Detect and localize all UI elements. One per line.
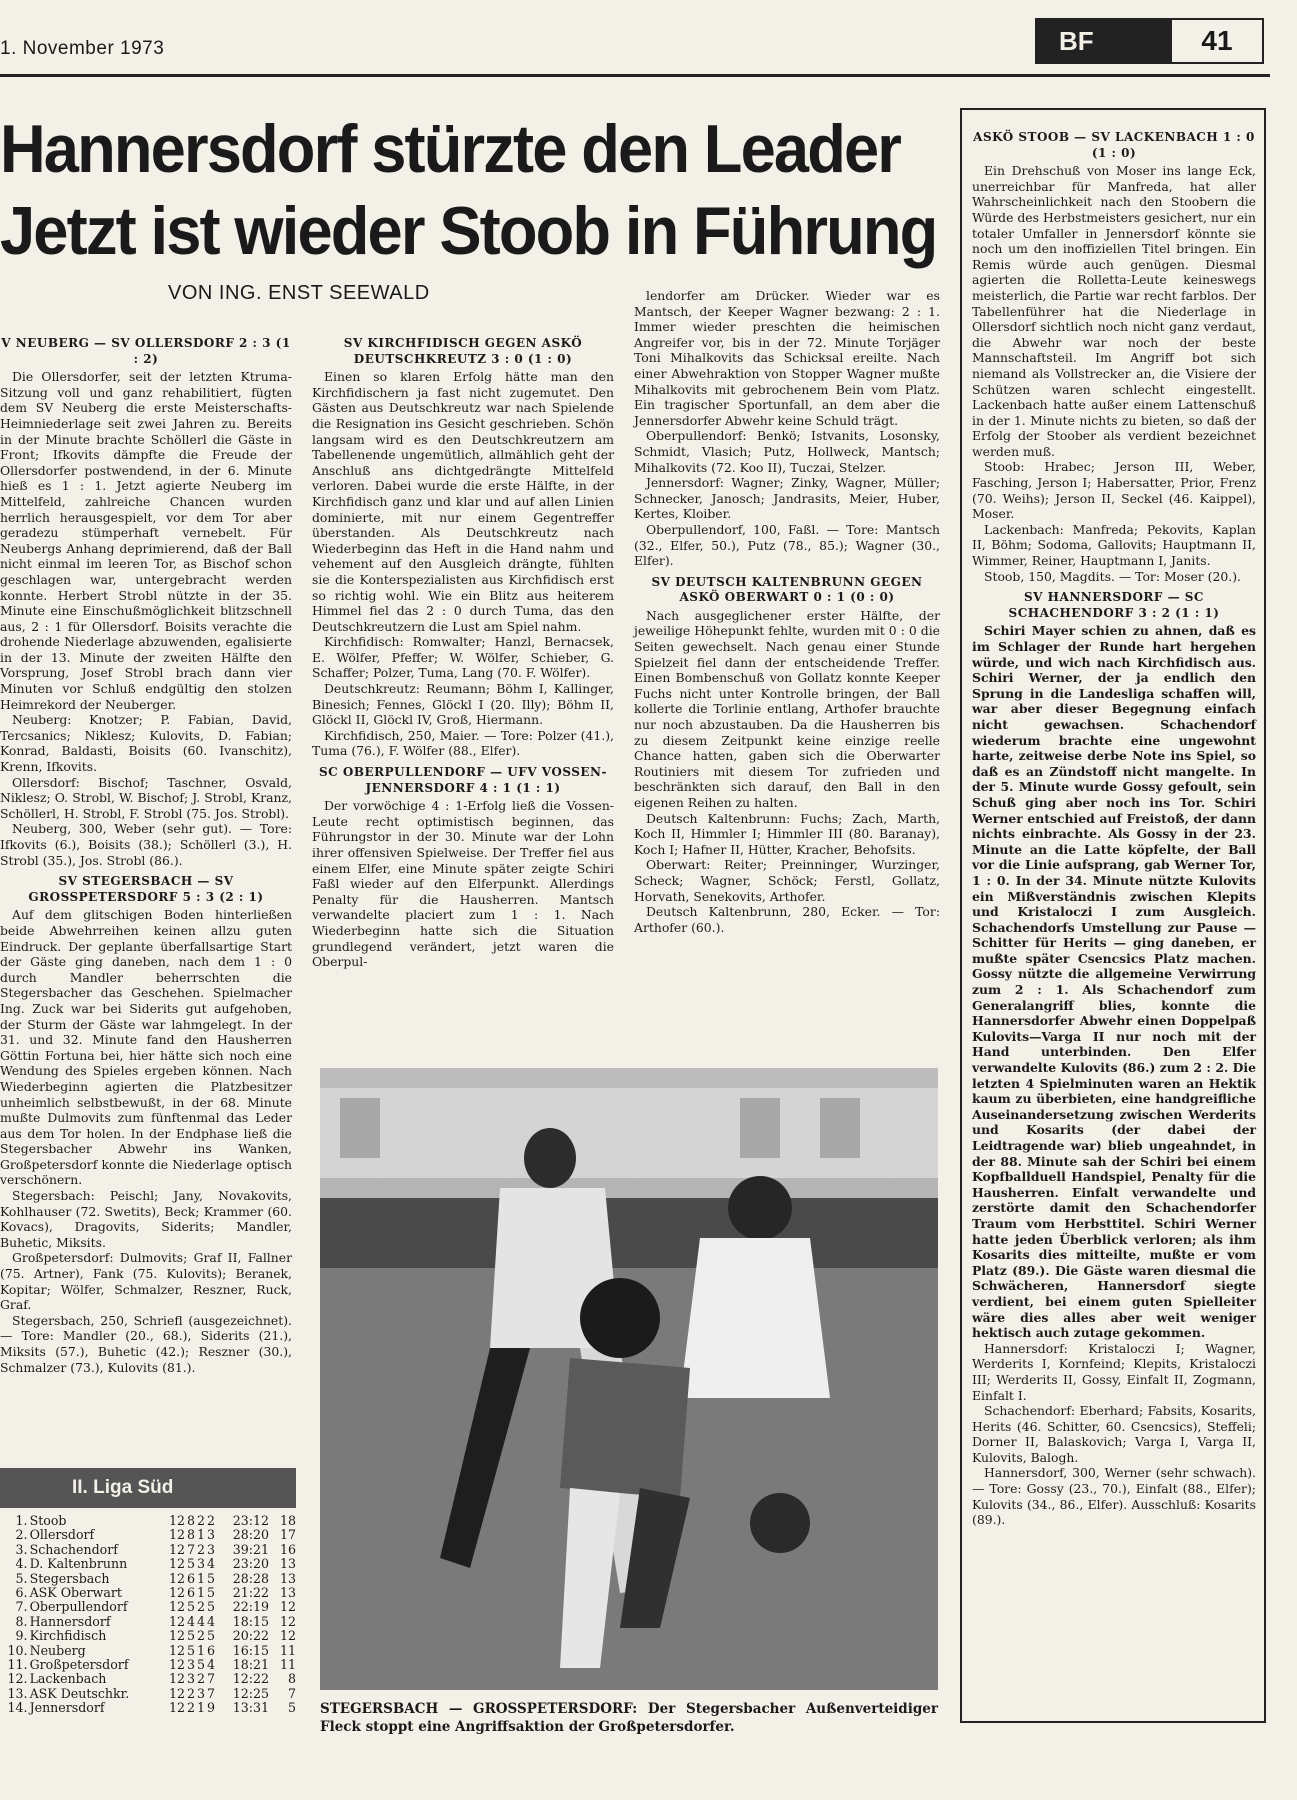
rank-cell: 8.: [15, 1613, 28, 1629]
goals-cell: 23:12: [232, 1513, 270, 1528]
goals-cell: 21:22: [232, 1585, 270, 1601]
draws-cell: 1: [196, 1527, 205, 1543]
played-cell: 12: [168, 1541, 185, 1557]
headline-line-2: Jetzt ist wieder Stoob in Führung: [0, 193, 937, 269]
table-row: [0, 1658, 296, 1672]
losses-cell: 3: [206, 1527, 215, 1543]
match-report-paragraph: Ollersdorf: Bischof; Taschner, Osvald, Niklesz; O. Strobl, W. Bischof; J. Strobl, Kranz, Schöllerl, H. Strobl, F. Strobl (75. Jos. Strobl).: [0, 774, 292, 821]
match-photo: [320, 1068, 938, 1690]
table-row: [0, 1514, 296, 1528]
team-cell: Stoob: [29, 1513, 67, 1528]
table-row: [0, 1543, 296, 1557]
wins-cell: 5: [186, 1642, 195, 1658]
rank-cell: 6.: [15, 1585, 28, 1601]
played-cell: 12: [168, 1585, 185, 1601]
draws-cell: 1: [196, 1700, 205, 1716]
rank-cell: 5.: [15, 1570, 28, 1586]
wins-cell: 5: [186, 1556, 195, 1572]
table-row: [0, 1572, 296, 1586]
rank-cell: 3.: [15, 1541, 28, 1557]
points-cell: 12: [279, 1628, 296, 1644]
team-cell: Kirchfidisch: [29, 1628, 107, 1644]
rank-cell: 1.: [15, 1513, 28, 1528]
rank-cell: 4.: [15, 1556, 28, 1572]
match-heading: SV DEUTSCH KALTENBRUNN GEGEN ASKÖ OBERWART 0 : 1 (0 : 0): [651, 574, 923, 605]
losses-cell: 3: [206, 1541, 215, 1557]
match-report-paragraph: Stegersbach, 250, Schriefl (ausgezeichnet). — Tore: Mandler (20., 68.), Siderits (21.), Miksits (57.), Buhetic (42.); Reszner (30.), Schmalzer (73.), Kulovits (81.).: [0, 1312, 292, 1375]
table-row: [0, 1615, 296, 1629]
rank-cell: 10.: [7, 1642, 28, 1658]
match-report-paragraph: lendorfer am Drücker. Wieder war es Mantsch, der Keeper Wagner bezwang: 2 : 1. Immer wieder preschten die heimischen Angreifer vor, bis in der 72. Minute Torjäger Toni Mihalkovits das Schicksal ereilte. Nach einer Abwehraktion von Stopper Wagner mußte Mihalkovits mit gebrochenem Bein vom Platz. Ein tragischer Sportunfall, an dem aber die Jennersdorfer Abwehr keine Schuld trägt.: [634, 288, 940, 428]
played-cell: 12: [168, 1685, 185, 1701]
table-row: [0, 1672, 296, 1686]
draws-cell: 1: [196, 1570, 205, 1586]
played-cell: 12: [168, 1671, 185, 1687]
played-cell: 12: [168, 1556, 185, 1572]
points-cell: 11: [279, 1657, 296, 1673]
section-label: BF: [1037, 20, 1172, 62]
played-cell: 12: [168, 1613, 185, 1629]
match-report-paragraph: Einen so klaren Erfolg hätte man den Kirchfidischern ja fast nicht zugemutet. Den Gästen aus Deutschkreutz war nach Spielende die Resignation ins Gesicht geschrieben. Schön langsam wird es den Deutschkreutzern am Tabellenende ungemütlich, allmählich geht der Anschluß ans dichtgedrängte Mittelfeld verloren. Dabei wurde die erste Hälfte, in der Kirchfidisch ganz und klar und auf allen Linien dominierte, mit nur einem Gegentreffer überstanden. Als Deutschkreutz nach Wiederbeginn das Heft in die Hand nahm und vehement auf den Ausgleich drängte, fühlten sie die Konterspezialisten aus Kirchfidisch erst so richtig wohl. Wie ein Blitz aus heiterem Himmel fiel das 2 : 0 durch Tuma, das den Deutschkreutzern die Lust am Spiel nahm.: [312, 369, 614, 634]
rank-cell: 11.: [7, 1657, 28, 1673]
points-cell: 12: [279, 1599, 296, 1615]
match-report-paragraph: Der vorwöchige 4 : 1-Erfolg ließ die Vossen-Leute recht optimistisch beginnen, das Führungstor in der 30. Minute war der Lohn ihrer offensiven Spielweise. Der Treffer fiel aus einem Elfer, eine Minute später zeigte Schiri Faßl wieder auf den Elferpunkt. Allerdings Penalty für die Hausherren. Mantsch verwandelte placiert zum 1 : 1. Nach Wiederbeginn hatte sich die Situation grundlegend verändert, jetzt waren die Oberpul-: [312, 798, 614, 970]
goals-cell: 12:22: [232, 1671, 270, 1687]
points-cell: 11: [279, 1642, 296, 1658]
column-2: [312, 330, 614, 970]
match-heading: SV STEGERSBACH — SV GROSSPETERSDORF 5 : 3 (2 : 1): [28, 874, 264, 904]
rank-cell: 9.: [15, 1628, 28, 1644]
table-row: [0, 1557, 296, 1571]
match-report-paragraph: Großpetersdorf: Dulmovits; Graf II, Fallner (75. Artner), Fank (75. Kulovits); Beranek, Kopitar; Wölfer, Schmalzer, Reszner, Ruck, Graf.: [0, 1250, 292, 1313]
draws-cell: 2: [196, 1599, 205, 1615]
match-report-paragraph: Oberpullendorf, 100, Faßl. — Tore: Mantsch (32., Elfer, 50.), Putz (78., 85.); Wagner (30., Elfer).: [634, 521, 940, 569]
goals-cell: 22:19: [232, 1599, 270, 1615]
match-report-paragraph: Hannersdorf: Kristaloczi I; Wagner, Werderits I, Kornfeind; Klepits, Kristaloczi III; Werderits II, Gossy, Einfalt II, Zogmann, Einfalt I.: [972, 1340, 1256, 1403]
goals-cell: 28:28: [232, 1570, 270, 1586]
match-report-paragraph: Kirchfidisch: Romwalter; Hanzl, Bernacsek, E. Wölfer, Pfeffer; W. Wölfer, Schieber, G. Schaffer; Polzer, Tuma, Lang (70. F. Wölfer).: [312, 634, 614, 681]
played-cell: 12: [168, 1527, 185, 1543]
losses-cell: 5: [206, 1585, 215, 1601]
table-row: [0, 1687, 296, 1701]
wins-cell: 5: [186, 1628, 195, 1644]
points-cell: 13: [279, 1556, 296, 1572]
column-4: [972, 124, 1256, 1528]
played-cell: 12: [168, 1599, 185, 1615]
byline: VON ING. ENST SEEWALD: [168, 282, 430, 304]
team-cell: Großpetersdorf: [29, 1657, 129, 1673]
column-1: [0, 330, 292, 1375]
issue-date: 1. November 1973: [0, 38, 165, 59]
draws-cell: 2: [196, 1513, 205, 1528]
goals-cell: 39:21: [232, 1541, 270, 1557]
team-cell: Ollersdorf: [29, 1527, 95, 1543]
match-heading: SV KIRCHFIDISCH GEGEN ASKÖ DEUTSCHKREUTZ 3 : 0 (1 : 0): [343, 336, 583, 366]
points-cell: 12: [279, 1613, 296, 1629]
played-cell: 12: [168, 1628, 185, 1644]
rank-cell: 14.: [7, 1700, 28, 1716]
played-cell: 12: [168, 1570, 185, 1586]
draws-cell: 4: [196, 1613, 205, 1629]
match-report-bold: Schiri Mayer schien zu ahnen, daß es im Schlager der Runde hart hergehen würde, und wich nach Kirchfidisch aus. Schiri Werner, der ja endlich den Sprung in die Landesliga schaffen will, war aber dieser Begegnung einfach nicht gewachsen. Schachendorf wiederum brachte eine ungewohnt harte, zeitweise derbe Note ins Spiel, so daß es an Zündstoff nicht mangelte. In der 5. Minute wurde Gossy gefoult, sein Schuß ging aber noch ins Tor. Schiri Werner entschied auf Freistoß, der dann nichts einbrachte. Als Gossy in der 23. Minute an die Latte köpfelte, der Ball vor die Linie aufsprang, gab Werner Tor, 1 : 0. In der 34. Minute nützte Kulovits ein Mißverständnis zwischen Klepits und Kristaloczi I zum Ausgleich. Schachendorfs Umstellung zur Pause — Schitter für Herits — ging daneben, er mußte später Csencsics Platz machen. Gossy nützte die allgemeine Verwirrung zum 2 : 1. Als Schachendorf zum Generalangriff blies, konnte die Hannersdorfer Abwehr einen Doppelpaß Kulovits—Varga II nur noch mit der Hand unterbinden. Den Elfer verwandelte Kulovits (86.) zum 2 : 2. Die letzten 4 Spielminuten waren an Hektik kaum zu überbieten, eine handgreifliche Auseinandersetzung zwischen Werderits und Kosarits (der dabei der Leidtragende war) blieb ungeahndet, in der 88. Minute sah der Schiri bei einem Kopfballduell Handspiel, Penalty für die Hausherren. Einfalt verwandelte und zerstörte damit den Schachendorfer Traum vom Herbsttitel. Schiri Werner hatte jeden Überblick verloren; als ihm Kosarits dies mitteilte, mußte er vom Platz (89.). Die Gäste waren diesmal die Schwächeren, Hannersdorf siegte verdient, bei einem guten Spielleiter wäre dies alles aber weit weniger hektisch auch zutage gekommen.: [972, 623, 1256, 1341]
losses-cell: 7: [206, 1685, 215, 1701]
goals-cell: 18:15: [232, 1613, 270, 1629]
match-report-paragraph: Ein Drehschuß von Moser ins lange Eck, unerreichbar für Manfreda, hat aller Wahrscheinlichkeit nach den Stoobern die Würde des Herbstmeisters gesichert, nur ein totaler Umfaller in Jennersdorf könnte sie noch um den inoffiziellen Titel bringen. Ein Remis würde auch genügen. Diesmal agierten die Rolletta-Leute keineswegs meisterlich, die Partie war recht farblos. Der Tabellenführer hat die Niederlage in Ollersdorf sichtlich noch nicht ganz verdaut, die Abwehr war noch der beste Mannschaftsteil. Im Angriff bot sich niemand als Vollstrecker an, die Visiere der Schützen waren schlecht eingestellt. Lackenbach hatte außer einem Lattenschuß in der 1. Minute nichts zu bieten, so daß der Erfolg der Stoober als verdient bezeichnet werden muß.: [972, 163, 1256, 459]
match-report-paragraph: Hannersdorf, 300, Werner (sehr schwach). — Tore: Gossy (23., 70.), Einfalt (88., Elfer); Kulovits (34., 86., Elfer). Ausschluß: Kosarits (89.).: [972, 1465, 1256, 1528]
photo-caption: STEGERSBACH — GROSSPETERSDORF: Der Stegersbacher Außenverteidiger Fleck stoppt eine Angriffsaktion der Großpetersdorfer.: [320, 1701, 938, 1735]
losses-cell: 5: [206, 1628, 215, 1644]
wins-cell: 7: [186, 1541, 195, 1557]
draws-cell: 3: [196, 1556, 205, 1572]
losses-cell: 2: [206, 1513, 215, 1528]
points-cell: 5: [287, 1700, 296, 1716]
headline-line-1: Hannersdorf stürzte den Leader: [0, 111, 901, 187]
rank-cell: 13.: [7, 1685, 28, 1701]
team-cell: Stegersbach: [29, 1570, 110, 1586]
wins-cell: 6: [186, 1585, 195, 1601]
points-cell: 18: [279, 1513, 296, 1528]
played-cell: 12: [168, 1700, 185, 1716]
wins-cell: 5: [186, 1599, 195, 1615]
wins-cell: 4: [186, 1613, 195, 1629]
played-cell: 12: [168, 1642, 185, 1658]
team-cell: Oberpullendorf: [29, 1599, 128, 1615]
draws-cell: 2: [196, 1671, 205, 1687]
match-heading: ASKÖ STOOB — SV LACKENBACH 1 : 0 (1 : 0): [973, 130, 1255, 160]
column-3: [634, 288, 940, 935]
team-cell: Schachendorf: [29, 1541, 118, 1557]
match-report-paragraph: Die Ollersdorfer, seit der letzten Ktruma-Sitzung voll und ganz rehabilitiert, fügten dem SV Neuberg die erste Meisterschafts-Heimniederlage seit zwei Jahren zu. Bereits in der Minute brachte Schöllerl die Gäste in Front; Ifkovits dämpfte die Freude der Ollersdorfer postwendend, in der 6. Minute hieß es 1 : 1. Jetzt agierte Neuberg im Mittelfeld, zahlreiche Chancen wurden herrlich herausgespielt, vor dem Tor aber geradezu stümperhaft vernebelt. Für Neubergs Anhang deprimierend, daß der Ball nicht einmal im leeren Tor, as Bischof schon geschlagen war, untergebracht werden konnte. Herbert Strobl nützte in der 35. Minute eine Einschußmöglichkeit blitzschnell aus, 2 : 1 für Ollersdorf. Boisits verachte die drohende Niederlage abzuwenden, egalisierte in der 13. Minute der zweiten Hälfte den Vorsprung, Josef Strobl brach dann vier Minuten vor Schluß endgültig den stolzen Heimrekord der Neuberger.: [0, 369, 292, 712]
football-photo-illustration: [320, 1068, 938, 1690]
match-report-paragraph: Deutschkreutz: Reumann; Böhm I, Kallinger, Binesich; Fennes, Glöckl I (20. Illy); Böhm II, Glöckl II, Glöckl IV, Groß, Hiermann.: [312, 681, 614, 728]
team-cell: Lackenbach: [29, 1671, 107, 1687]
losses-cell: 5: [206, 1570, 215, 1586]
wins-cell: 6: [186, 1570, 195, 1586]
wins-cell: 8: [186, 1513, 195, 1528]
goals-cell: 20:22: [232, 1628, 270, 1644]
match-report-paragraph: Neuberg, 300, Weber (sehr gut). — Tore: Ifkovits (6.), Boisits (38.); Schöllerl (3.), H. Strobl (35.), Jos. Strobl (86.).: [0, 821, 292, 868]
match-report-paragraph: Kirchfidisch, 250, Maier. — Tore: Polzer (41.), Tuma (76.), F. Wölfer (88., Elfer).: [312, 727, 614, 759]
points-cell: 13: [279, 1585, 296, 1601]
points-cell: 8: [287, 1671, 296, 1687]
goals-cell: 12:25: [232, 1685, 270, 1701]
team-cell: Neuberg: [29, 1642, 86, 1658]
losses-cell: 6: [206, 1642, 215, 1658]
match-report-paragraph: Deutsch Kaltenbrunn, 280, Ecker. — Tor: Arthofer (60.).: [634, 904, 940, 935]
league-table-title: II. Liga Süd: [0, 1468, 296, 1508]
losses-cell: 4: [206, 1556, 215, 1572]
team-cell: ASK Oberwart: [29, 1585, 122, 1601]
table-row: [0, 1528, 296, 1542]
match-report-paragraph: Stoob: Hrabec; Jerson III, Weber, Fasching, Jerson I; Habersatter, Prior, Frenz (70. Weihs); Jerson II, Seckel (46. Kaippel), Moser.: [972, 459, 1256, 522]
wins-cell: 3: [186, 1671, 195, 1687]
rank-cell: 2.: [15, 1527, 28, 1543]
draws-cell: 1: [196, 1585, 205, 1601]
draws-cell: 2: [196, 1541, 205, 1557]
match-report-paragraph: Oberpullendorf: Benkö; Istvanits, Losonsky, Schmidt, Vlasich; Putz, Hollweck, Mantsch; Mihalkovits (72. Koo II), Tuczai, Stelzer.: [634, 428, 940, 475]
match-report-paragraph: Lackenbach: Manfreda; Pekovits, Kaplan II, Böhm; Sodoma, Gallovits; Hauptmann II, Wimmer, Reiner, Hauptmann I, Janits.: [972, 521, 1256, 569]
table-row: [0, 1629, 296, 1643]
headline: [0, 108, 937, 272]
wins-cell: 3: [186, 1657, 195, 1673]
table-row: [0, 1600, 296, 1614]
team-cell: ASK Deutschkr.: [29, 1685, 130, 1701]
page-label: [1035, 18, 1264, 64]
goals-cell: 28:20: [232, 1527, 270, 1543]
rank-cell: 7.: [15, 1599, 28, 1615]
match-heading: SV HANNERSDORF — SC SCHACHENDORF 3 : 2 (1 : 1): [1008, 590, 1220, 620]
match-report-paragraph: Stegersbach: Peischl; Jany, Novakovits, Kohlhauser (72. Swetits), Beck; Krammer (60. Kovacs), Dragovits, Siderits; Mandler, Buhetic, Miksits.: [0, 1188, 292, 1250]
losses-cell: 4: [206, 1613, 215, 1629]
match-heading: SC OBERPULLENDORF — UFV VOSSEN-JENNERSDORF 4 : 1 (1 : 1): [319, 765, 607, 795]
match-report-paragraph: Schachendorf: Eberhard; Fabsits, Kosarits, Herits (46. Schitter, 60. Csencsics), Steffeli; Dorner II, Balaskovich; Varga I, Varga II, Kulovits, Balogh.: [972, 1403, 1256, 1465]
match-report-paragraph: Deutsch Kaltenbrunn: Fuchs; Zach, Marth, Koch II, Himmler I; Himmler III (80. Baranay), Koch I; Hafner II, Hütter, Kracher, Behofsits.: [634, 810, 940, 857]
draws-cell: 1: [196, 1642, 205, 1658]
played-cell: 12: [168, 1513, 185, 1528]
header-rule: [0, 74, 1270, 77]
table-row: [0, 1586, 296, 1600]
match-report-paragraph: Nach ausgeglichener erster Hälfte, der jeweilige Höhepunkt fehlte, wurden mit 0 : 0 die Seiten gewechselt. Nach genau einer Stunde Spielzeit fiel dann der entscheidende Treffer. Einen Bombenschuß von Gollatz konnte Keeper Fuchs nicht unter Kontrolle bringen, der Ball kollerte die Torlinie entlang, Arthofer brauchte nur noch abzustauben. Da die Hausherren bis zu diesem Zeitpunkt keine einzige reelle Chance hatten, gaben sich die Oberwarter Routiniers mit diesem Tor zufrieden und beschränkten sich darauf, den Ball in den eigenen Reihen zu halten.: [634, 607, 940, 810]
team-cell: Jennersdorf: [29, 1700, 105, 1716]
losses-cell: 7: [206, 1671, 215, 1687]
losses-cell: 5: [206, 1599, 215, 1615]
goals-cell: 23:20: [232, 1556, 270, 1572]
goals-cell: 18:21: [232, 1657, 270, 1673]
match-report-paragraph: Stoob, 150, Magdits. — Tor: Moser (20.).: [984, 568, 1241, 584]
goals-cell: 16:15: [232, 1642, 270, 1658]
played-cell: 12: [168, 1657, 185, 1673]
match-report-paragraph: Oberwart: Reiter; Preinninger, Wurzinger, Scheck; Wagner, Schöck; Ferstl, Gollatz, Horvath, Senekovits, Arthofer.: [634, 857, 940, 904]
page-number: 41: [1201, 25, 1233, 56]
wins-cell: 2: [186, 1700, 195, 1716]
league-table: [0, 1468, 296, 1728]
goals-cell: 13:31: [232, 1700, 270, 1716]
wins-cell: 8: [186, 1527, 195, 1543]
match-report-paragraph: Neuberg: Knotzer; P. Fabian, David, Tercsanics; Niklesz; Kulovits, D. Fabian; Konrad, Baldasti, Boisits (60. Ivanschitz), Krenn, Ifkovits.: [0, 712, 292, 775]
points-cell: 17: [279, 1527, 296, 1543]
match-report-paragraph: Auf dem glitschigen Boden hinterließen beide Abwehrreihen keinen allzu guten Eindruck. Der geplante überfallsartige Start der Gäste ging daneben, nach dem 1 : 0 durch Mandler beherrschten die Stegersbacher das Geschehen. Spielmacher Ing. Zuck war bei Siderits gut aufgehoben, der Sturm der Gäste war lahmgelegt. In der 31. und 32. Minute fand den Hausherren Göttin Fortuna bei, hier hätte sich noch eine Wendung des Spieles ergeben können. Nach Wiederbeginn agierten die Platzbesitzer unheimlich selbstbewußt, in der 68. Minute mußte Dulmovits zum fünftenmal das Leder aus dem Tor holen. In der Endphase ließ die Stegersbacher Abwehr ins Wanken, Großpetersdorf konnte die Niederlage optisch verschönern.: [0, 907, 292, 1188]
team-cell: Hannersdorf: [29, 1613, 111, 1629]
wins-cell: 2: [186, 1685, 195, 1701]
losses-cell: 9: [206, 1700, 215, 1716]
rank-cell: 12.: [7, 1671, 28, 1687]
points-cell: 13: [279, 1570, 296, 1586]
points-cell: 7: [287, 1685, 296, 1701]
draws-cell: 5: [196, 1657, 205, 1673]
table-row: [0, 1701, 296, 1715]
team-cell: D. Kaltenbrunn: [29, 1556, 128, 1572]
match-heading: V NEUBERG — SV OLLERSDORF 2 : 3 (1 : 2): [1, 336, 291, 366]
losses-cell: 4: [206, 1657, 215, 1673]
league-standings: [0, 1514, 296, 1716]
points-cell: 16: [279, 1541, 296, 1557]
match-report-paragraph: Jennersdorf: Wagner; Zinky, Wagner, Müller; Schnecker, Janosch; Jandrasits, Meier, Huber, Kertes, Kloiber.: [634, 475, 940, 522]
draws-cell: 2: [196, 1628, 205, 1644]
table-row: [0, 1644, 296, 1658]
draws-cell: 3: [196, 1685, 205, 1701]
